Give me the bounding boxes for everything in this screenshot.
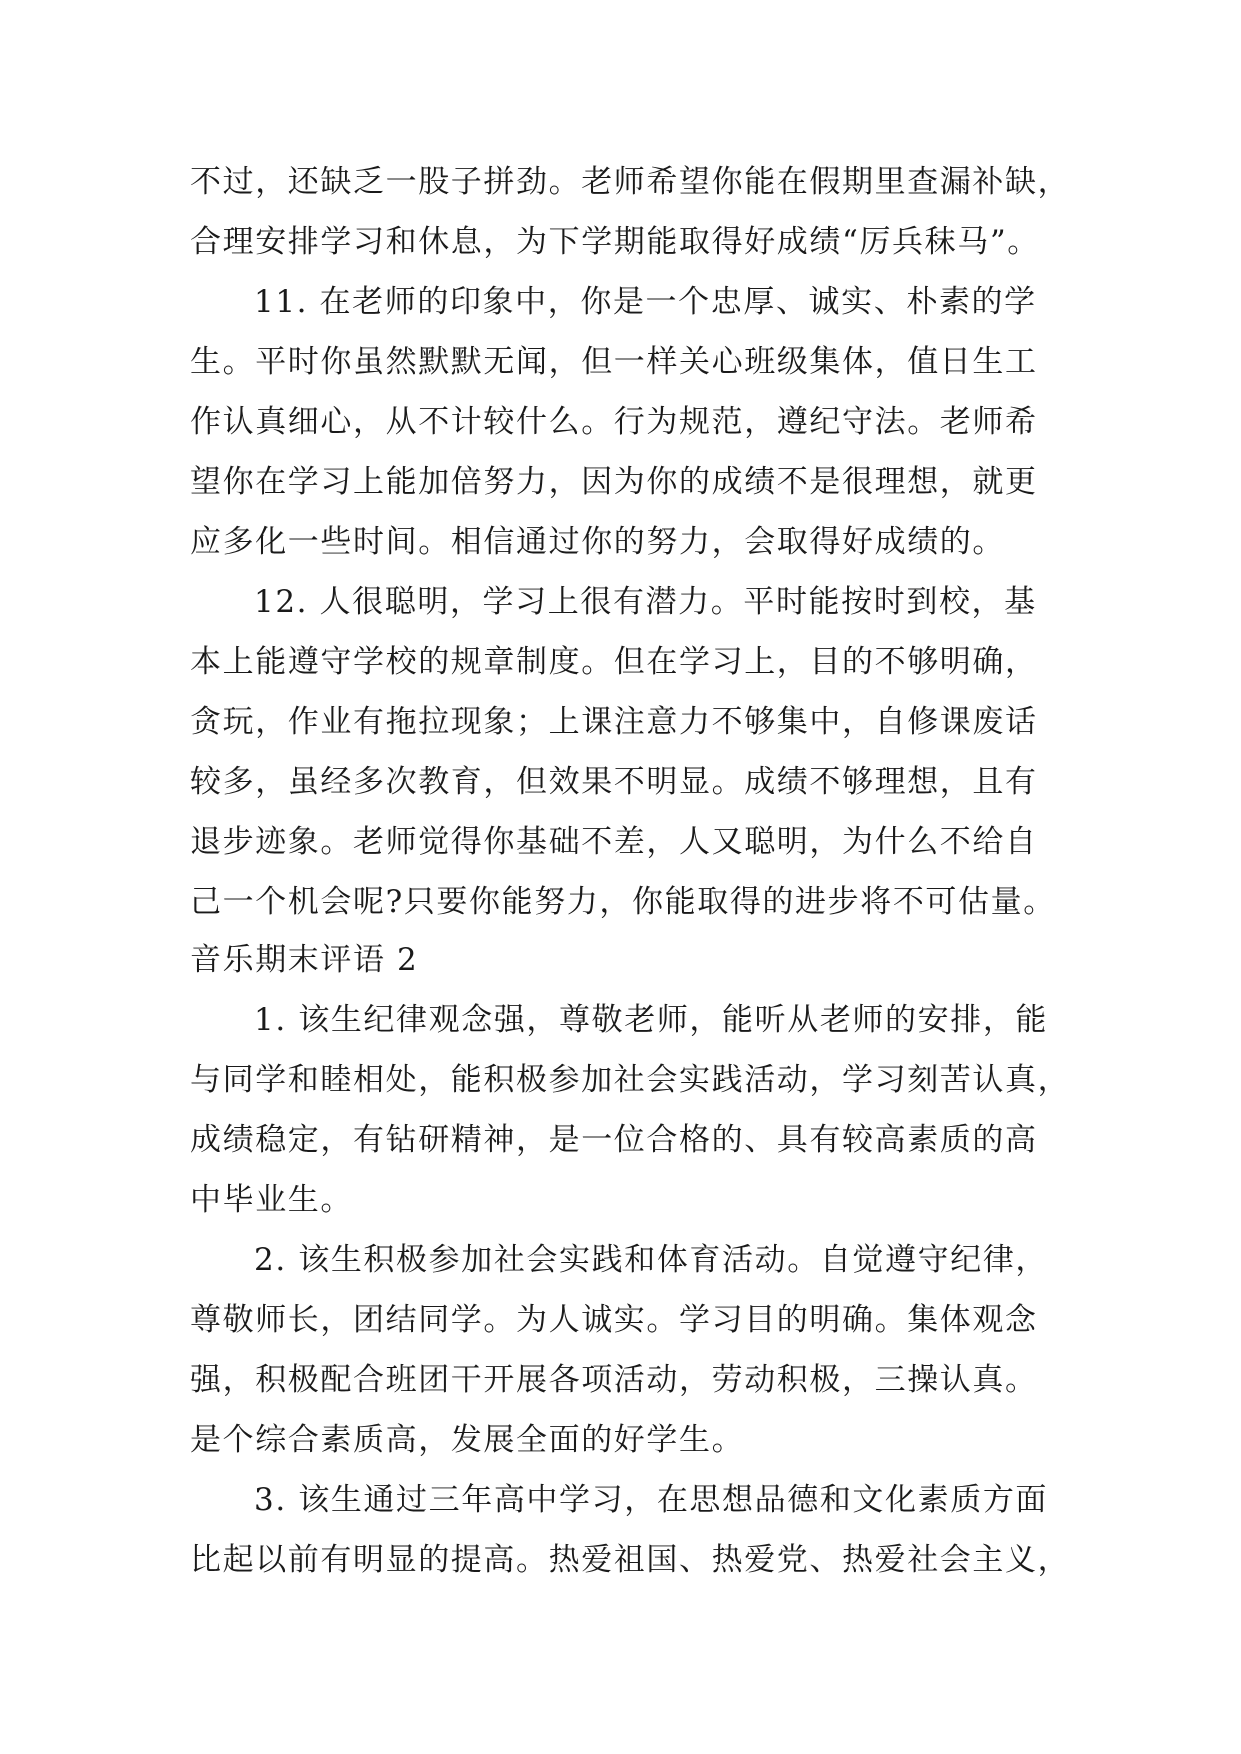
text-line: 强，积极配合班团干开展各项活动，劳动积极，三操认真。	[190, 1362, 1038, 1398]
text-line: 是个综合素质高，发展全面的好学生。	[190, 1422, 745, 1458]
paragraph-start-line: 2. 该生积极参加社会实践和体育活动。自觉遵守纪律，	[254, 1242, 1049, 1278]
text-line: 应多化一些时间。相信通过你的努力，会取得好成绩的。	[190, 524, 1005, 560]
text-line: 作认真细心，从不计较什么。行为规范，遵纪守法。老师希	[190, 404, 1038, 440]
paragraph-start-line: 1. 该生纪律观念强，尊敬老师，能听从老师的安排，能	[254, 1002, 1049, 1038]
text-line: 与同学和睦相处，能积极参加社会实践活动，学习刻苦认真，	[190, 1062, 1071, 1098]
text-line: 比起以前有明显的提高。热爱祖国、热爱党、热爱社会主义，	[190, 1542, 1071, 1578]
text-line: 望你在学习上能加倍努力，因为你的成绩不是很理想，就更	[190, 464, 1038, 500]
text-line: 退步迹象。老师觉得你基础不差，人又聪明，为什么不给自	[190, 824, 1038, 860]
paragraph-start-line: 11. 在老师的印象中，你是一个忠厚、诚实、朴素的学	[254, 284, 1037, 320]
text-line: 生。平时你虽然默默无闻，但一样关心班级集体，值日生工	[190, 344, 1038, 380]
paragraph-start-line: 3. 该生通过三年高中学习，在思想品德和文化素质方面	[254, 1482, 1049, 1518]
text-line: 尊敬师长，团结同学。为人诚实。学习目的明确。集体观念	[190, 1302, 1038, 1338]
text-line: 贪玩，作业有拖拉现象；上课注意力不够集中，自修课废话	[190, 704, 1038, 740]
text-line: 较多，虽经多次教育，但效果不明显。成绩不够理想，且有	[190, 764, 1038, 800]
text-line: 成绩稳定，有钻研精神，是一位合格的、具有较高素质的高	[190, 1122, 1038, 1158]
text-line: 己一个机会呢?只要你能努力，你能取得的进步将不可估量。	[190, 884, 1056, 920]
text-line: 不过，还缺乏一股子拼劲。老师希望你能在假期里查漏补缺，	[190, 164, 1071, 200]
paragraph-start-line: 12. 人很聪明，学习上很有潜力。平时能按时到校，基	[254, 584, 1037, 620]
section-heading: 音乐期末评语 2	[190, 942, 419, 978]
text-line: 中毕业生。	[190, 1182, 353, 1218]
text-line: 本上能遵守学校的规章制度。但在学习上，目的不够明确，	[190, 644, 1038, 680]
text-line: 合理安排学习和休息，为下学期能取得好成绩“厉兵秣马”。	[190, 224, 1040, 260]
